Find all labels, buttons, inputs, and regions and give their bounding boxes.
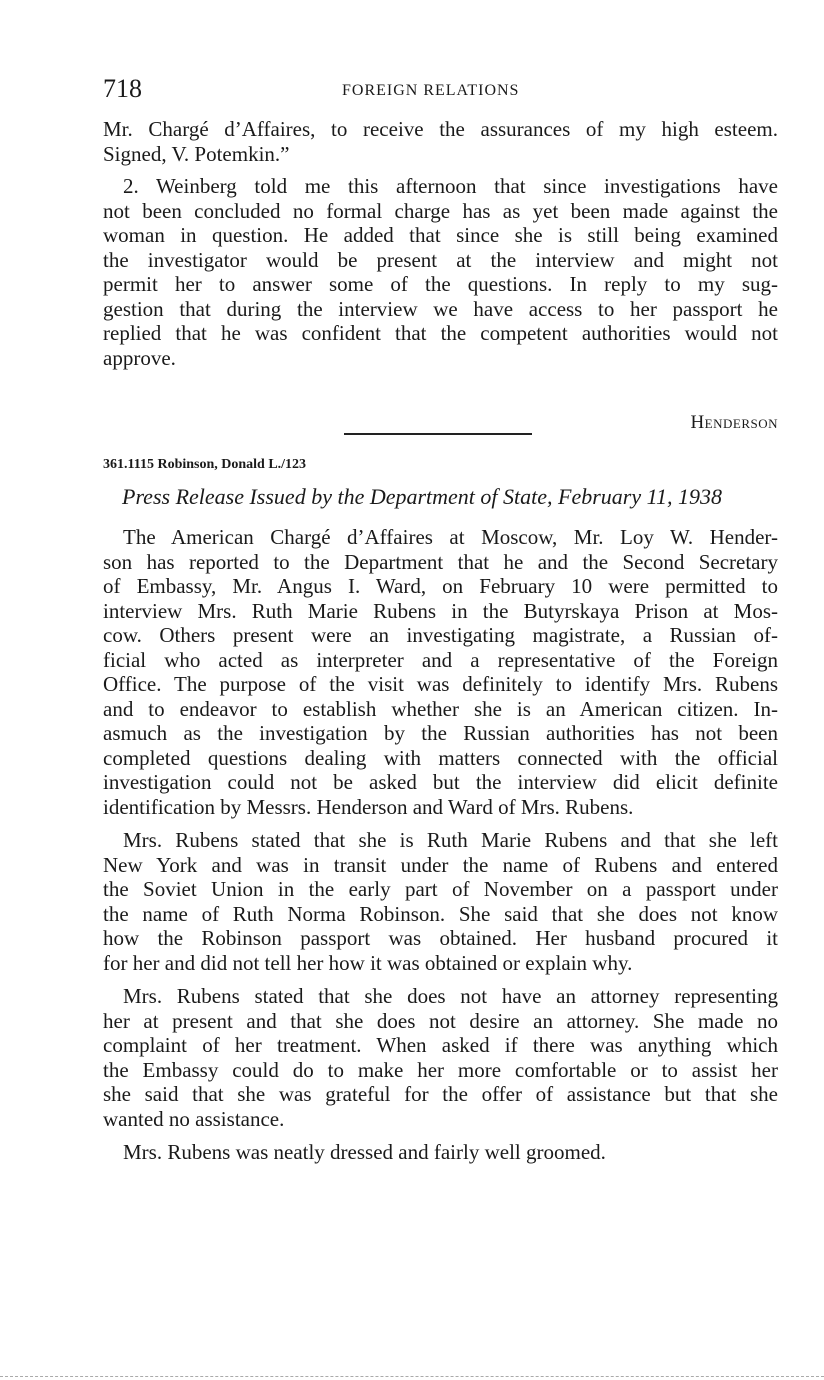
signature: Henderson [690,412,778,433]
text-line: completed questions dealing with matters connected with the official [103,745,778,770]
text-line: Mrs. Rubens was neatly dressed and fairly well groomed. [123,1140,606,1164]
text-line: New York and was in transit under the name of Rubens and entered [103,852,778,877]
paragraph [103,117,778,166]
text-line: Signed, V. Potemkin.” [103,141,290,166]
text-line: ficial who acted as interpreter and a representative of the Foreign [103,647,778,672]
text-line: gestion that during the interview we have access to her passport he [103,296,778,321]
text-line: the investigator would be present at the interview and might not [103,247,778,272]
running-title: FOREIGN RELATIONS [342,82,520,99]
text-line: replied that he was confident that the competent authorities would not [103,321,778,345]
text-line: not been concluded no formal charge has as yet been made against the [103,198,778,223]
text-line: complaint of her treatment. When asked if there was anything which [103,1033,778,1057]
text-line: Mrs. Rubens stated that she does not have an attorney representing [123,984,778,1008]
paragraph [103,525,778,819]
text-line: she said that she was grateful for the offer of assistance but that she [103,1082,778,1106]
text-line: approve. [103,345,176,370]
text-line: asmuch as the investigation by the Russian authorities has not been [103,721,778,745]
text-line: woman in question. He added that since she is still being examined [103,223,778,247]
text-line: Mr. Chargé d’Affaires, to receive the assurances of my high esteem. [103,117,778,141]
text-line: permit her to answer some of the questions. In reply to my sug- [103,272,778,296]
section-divider [344,433,532,435]
text-line: identification by Messrs. Henderson and Ward of Mrs. Rubens. [103,794,634,819]
paragraph [103,984,778,1131]
page-edge [0,1376,824,1378]
text-line: investigation could not be asked but the interview did elicit definite [103,770,778,794]
text-line: 2. Weinberg told me this afternoon that since investigations have [123,174,778,198]
text-line: the name of Ruth Norma Robinson. She said that she does not know [103,901,778,926]
text-line: The American Chargé d’Affaires at Moscow, Mr. Loy W. Hender- [123,525,778,549]
text-line: for her and did not tell her how it was obtained or explain why. [103,950,633,975]
text-line: the Soviet Union in the early part of November on a passport under [103,877,778,901]
text-line: cow. Others present were an investigating magistrate, a Russian of- [103,623,778,647]
text-line: Mrs. Rubens stated that she is Ruth Marie Rubens and that she left [123,828,778,852]
page-number: 718 [103,74,142,103]
text-line: and to endeavor to establish whether she is an American citizen. In- [103,696,778,721]
paragraph-2 [103,174,778,370]
document-body [103,525,778,1165]
text-line: her at present and that she does not desire an attorney. She made no [103,1008,778,1033]
text-line: son has reported to the Department that he and the Second Secretary [103,549,778,574]
text-line: the Embassy could do to make her more comfortable or to assist her [103,1057,778,1082]
text-line: how the Robinson passport was obtained. Her husband procured it [103,926,778,950]
text-line: interview Mrs. Ruth Marie Rubens in the Butyrskaya Prison at Mos- [103,598,778,623]
document-title: Press Release Issued by the Department of State, February 11, 1938 [122,484,722,509]
text-line: wanted no assistance. [103,1106,285,1131]
paragraph [103,1140,778,1165]
text-line: of Embassy, Mr. Angus I. Ward, on February 10 were permitted to [103,574,778,598]
closing-paragraph [103,117,778,166]
paragraph [103,828,778,975]
text-line: Office. The purpose of the visit was definitely to identify Mrs. Rubens [103,672,778,696]
file-reference: 361.1115 Robinson, Donald L./123 [103,457,307,472]
paragraph [103,174,778,370]
